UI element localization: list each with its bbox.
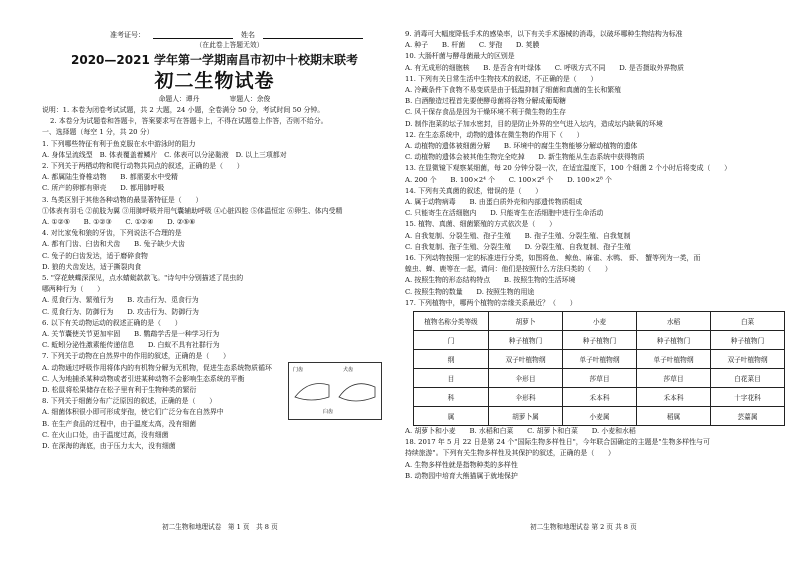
question-line: C. 蚯蚓分泌性激素能传递信息 D. 白蚁不具有社群行为 [42, 341, 220, 350]
question-line: 3. 鸟类区别于其他各种动物的最显著特征是（ ） [42, 195, 203, 204]
reviewer: 审题人：余俊 [229, 95, 271, 103]
fig-label-incisor: 门齿 [293, 367, 304, 373]
footer-right: 初二生物和地理试卷 第 2 页 共 8 页 [530, 523, 637, 531]
question-line: 15. 植物、真菌、细菌繁殖的方式依次是（ ） [405, 220, 556, 229]
exam-number-label: 准考证号： [110, 31, 145, 39]
question-line: B. 白酒酿造过程首先要使酵母菌将谷物分解成葡萄糖 [405, 97, 567, 106]
right-questions-after-table [405, 426, 782, 482]
table-header-row [414, 312, 785, 331]
question-line: A. 细菌体积很小即可形成芽孢，使它们广泛分布在自然界中 [42, 408, 224, 417]
question-line: 持续旅游"。下列有关生物多样性及其保护的叙述，正确的是（ ） [405, 449, 615, 458]
question-line: C. 自我复制、孢子生殖、分裂生殖 D. 分裂生殖、自我复制、孢子生殖 [405, 242, 631, 251]
question-line: C. 觅食行为、防御行为 D. 攻击行为、防御行为 [42, 307, 199, 316]
question-line: ①体表有羽毛 ②前肢为翼 ③用肺呼吸并用气囊辅助呼吸 ④心脏四腔 ⑤体温恒定 ⑥卵生、体内受精 [42, 206, 343, 215]
table-cell: 禾本科 [563, 388, 637, 407]
exam-title: 2020—2021 学年第一学期南昌市初中十校期末联考 [71, 53, 358, 67]
footer-left: 初二生物和地理试卷 第 1 页 共 8 页 [162, 523, 278, 531]
question-line: 一、选择题（每空 1 分，共 20 分） [42, 128, 154, 137]
question-line: 6. 以下有关动物运动的叙述正确的是（ ） [42, 318, 182, 327]
question-line: A. 都有门齿、臼齿和犬齿 B. 兔子缺少犬齿 [42, 240, 185, 249]
question-line: A. 关节囊使关节更加牢固 B. 鹦鹉学舌是一种学习行为 [42, 330, 220, 339]
page-right [397, 0, 794, 561]
table-cell: 门 [414, 331, 489, 350]
question-line: 7. 下列关于动物在自然界中的作用的叙述，正确的是（ ） [42, 352, 230, 361]
table-cell: 目 [414, 369, 489, 388]
exam-subject: 初二生物试卷 [154, 70, 275, 92]
instruction-1: 说明：1. 本卷为闭卷考试试题，共 2 大题，24 小题，全卷满分 50 分，考试时间 50 分钟。 [42, 106, 325, 114]
question-line: 蝗虫、蝉、鹿等在一起，请问：他们是按照什么方法归类的（ ） [405, 265, 612, 274]
question-line: A. 按照生物的形态结构特点 B. 按照生物的生活环境 [405, 276, 576, 285]
question-line: 17. 下列植物中，哪两个植物的亲缘关系最近？（ ） [405, 298, 577, 307]
table-cell: 莎草目 [563, 369, 637, 388]
question-line: D. 在深海的海底，由于压力太大，没有细菌 [42, 442, 176, 451]
exam-header [42, 30, 387, 40]
table-cell: 纲 [414, 350, 489, 369]
question-line: C. 按照生物的数量 D. 按照生物的用途 [405, 287, 535, 296]
question-line: C. 只能寄生在活细胞内 D. 只能寄生在活细胞中进行生命活动 [405, 209, 604, 218]
table-cell: 白花菜目 [711, 369, 785, 388]
table-row [414, 388, 785, 407]
question-line: 18. 2017 年 5 月 22 日是第 24 个"国际生物多样性日"，今年联合国确定的主题是"生物多样性与可 [405, 438, 710, 447]
question-line: D. 狼的犬齿发达，适于撕裂肉食 [42, 262, 142, 271]
question-line: A. 200 个 B. 100×2⁴ 个 C. 100×2⁶ 个 D. 100×2⁸ 个 [405, 175, 612, 184]
question-line: 14. 下列有关真菌的叙述，错误的是（ ） [405, 186, 543, 195]
table-cell: 种子植物门 [711, 331, 785, 350]
table-cell: 种子植物门 [563, 331, 637, 350]
question-line: A. 动植物的遗体被细菌分解 B. 环境中的腐生生物能够分解动植物的遗体 [405, 142, 638, 151]
table-cell: 双子叶植物纲 [489, 350, 563, 369]
question-line: D. 松鼠将松果储存在松子里有利于生物种类的繁衍 [42, 386, 197, 395]
question-line: A. 胡萝卜和小麦 B. 水稻和白菜 C. 胡萝卜和白菜 D. 小麦和水稻 [405, 427, 636, 436]
table-cell: 芸薹属 [711, 407, 785, 426]
table-cell: 单子叶植物纲 [563, 350, 637, 369]
table-cell: 小麦属 [563, 407, 637, 426]
question-line: A. 身体呈流线型 B. 体表覆盖着鳞片 C. 体表可以分泌黏液 D. 以上三项都对 [42, 150, 287, 159]
question-line: C. 兔子的臼齿发达，适于磨碎食物 [42, 251, 148, 260]
table-header-cell: 胡萝卜 [489, 312, 563, 331]
table-row [414, 407, 785, 426]
table-cell: 稻属 [637, 407, 711, 426]
question-line: A. ①②⑤ B. ①②③ C. ①②④ D. ②⑤⑥ [42, 218, 196, 227]
rabbit-skull-shape [295, 384, 329, 401]
classification-table [413, 311, 785, 426]
table-header-cell: 小麦 [563, 312, 637, 331]
table-cell: 莎草目 [637, 369, 711, 388]
table-row [414, 369, 785, 388]
question-line: A. 觅食行为、繁殖行为 B. 攻击行为、觅食行为 [42, 296, 199, 305]
table-header-cell: 植物名称分类等级 [414, 312, 489, 331]
question-line: A. 自我复制、分裂生殖、孢子生殖 B. 孢子生殖、分裂生殖、自我复制 [405, 231, 631, 240]
table-cell: 十字花科 [711, 388, 785, 407]
fig-label-molar: 臼齿 [323, 409, 334, 415]
table-cell: 禾本科 [637, 388, 711, 407]
table-cell: 种子植物门 [637, 331, 711, 350]
question-line: C. 风干保存食品是因为干燥环境不利于微生物的生存 [405, 108, 566, 117]
question-line: A. 冷藏条件下食物不易变质是由于低温抑制了细菌和真菌的生长和繁殖 [405, 86, 622, 95]
question-line: A. 种子 B. 杆菌 C. 芽孢 D. 荚膜 [405, 41, 540, 50]
table-cell: 科 [414, 388, 489, 407]
table-row [414, 350, 785, 369]
fig-label-canine: 犬齿 [343, 367, 354, 373]
question-line: 16. 下列动物按照一定的标准进行分类，如图将鱼、 鲸鱼、麻雀、水鸭、 虾、 蟹等列为一类，而 [405, 254, 701, 263]
instruction-2: 2. 本卷分为试题卷和答题卡，答案要求写在答题卡上，不得在试题卷上作答，否则不给分。 [50, 117, 328, 126]
table-row [414, 331, 785, 350]
table-cell: 单子叶植物纲 [637, 350, 711, 369]
exam-number-blank [153, 30, 233, 39]
question-line: 10. 大肠杆菌与酵母菌最大的区别是 [405, 52, 515, 61]
table-cell: 双子叶植物纲 [711, 350, 785, 369]
question-line: 11. 下列有关日常生活中生物技术的叙述，不正确的是（ ） [405, 74, 598, 83]
question-line: A. 都属陆生脊椎动物 B. 都需要水中受精 [42, 173, 178, 182]
name-label: 姓名 [241, 31, 255, 39]
name-blank [263, 30, 363, 39]
question-line: C. 人为地捕杀某种动物或者引进某种动物不会影响生态系统的平衡 [42, 374, 245, 383]
table-cell: 胡萝卜属 [489, 407, 563, 426]
table-cell: 伞形目 [489, 369, 563, 388]
question-line: 4. 对比家兔和狼的牙齿，下列说法不合理的是 [42, 229, 182, 238]
right-questions [405, 29, 782, 309]
question-line: 1. 下列哪些特征有利于鱼克服在水中游泳时的阻力 [42, 139, 196, 148]
question-line: 8. 下列关于细菌分布广泛原因的叙述，正确的是（ ） [42, 397, 217, 406]
question-line: A. 动物通过呼吸作用将体内的有机物分解为无机物，促进生态系统物质循环 [42, 363, 272, 372]
exam-meta [42, 93, 387, 105]
teeth-figure [288, 362, 382, 420]
question-line: A. 有无成形的细胞核 B. 是否含有叶绿体 C. 呼吸方式不同 D. 是否摄取外界物质 [405, 63, 685, 72]
table-cell: 伞形科 [489, 388, 563, 407]
author: 命题人：谭丹 [158, 95, 200, 103]
table-cell: 属 [414, 407, 489, 426]
question-line: C. 所产的卵都有卵壳 D. 都用肺呼吸 [42, 184, 165, 193]
question-line: 5. "穿花蛱蝶深深见，点水蜻蜓款款飞。"诗句中分别描述了昆虫的 [42, 274, 244, 283]
question-line: A. 属于动物病毒 B. 由蛋白质外壳和内部遗传物质组成 [405, 198, 583, 207]
question-line: B. 在生产食品的过程中，由于温度太高，没有细菌 [42, 419, 197, 428]
question-line: 哪两种行为（ ） [42, 285, 105, 294]
question-line: B. 动物园中培育大熊猫属于就地保护 [405, 471, 518, 480]
question-line: 13. 在显微镜下观察某细菌，每 20 分钟分裂一次，在适宜温度下，100 个细菌 2 个小时后将变成（ ） [405, 164, 732, 173]
question-line: A. 生物多样性就是指物种类的多样性 [405, 460, 518, 469]
table-header-cell: 水稻 [637, 312, 711, 331]
question-line: 12. 在生态系统中，动物的遗体在微生物的作用下（ ） [405, 130, 584, 139]
question-line: C. 动植物的遗体会被其他生物完全吃掉 D. 新生物能从生态系统中获得物质 [405, 153, 645, 162]
question-line: C. 在火山口处，由于温度过高，没有细菌 [42, 430, 169, 439]
answer-note: （在此卷上答题无效） [195, 41, 264, 49]
question-line: 9. 消毒可大幅度降低手术的感染率，以下有关手术器械的消毒，以破坏哪种生物结构为标准 [405, 30, 683, 38]
table-cell: 种子植物门 [489, 331, 563, 350]
question-line: D. 制作泡菜的坛子加水密封，目的是防止外界的空气进入坛内，造成坛内缺氧的环境 [405, 119, 663, 128]
wolf-skull-shape [339, 384, 375, 401]
table-header-cell: 白菜 [711, 312, 785, 331]
question-line: 2. 下列关于两栖动物和爬行动物共同点的叙述，正确的是（ ） [42, 162, 244, 171]
